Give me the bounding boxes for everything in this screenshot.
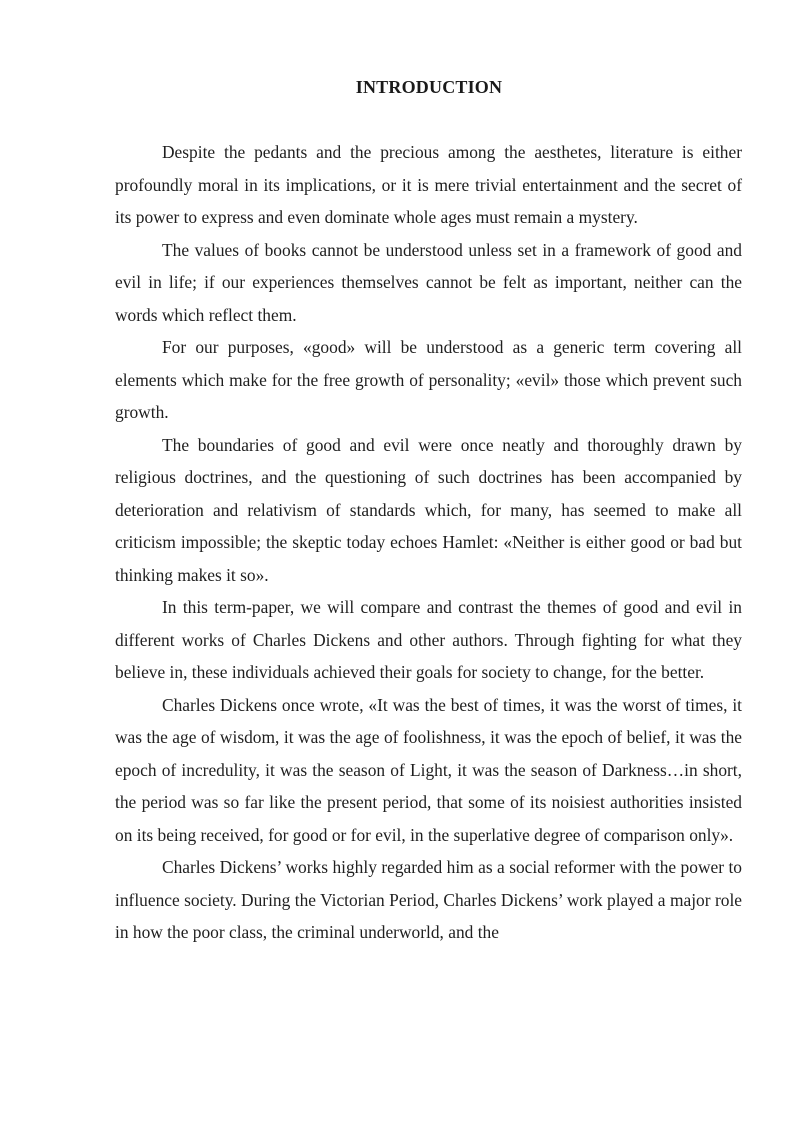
paragraph-7: Charles Dickens’ works highly regarded him as a social reformer with the power to influence society. During the Victorian Period, Charles Dickens’ work played a major role in how the poor class, the criminal underworld, and the — [115, 857, 742, 942]
paragraph-2: The values of books cannot be understood unless set in a framework of good and evil in life; if our experiences themselves cannot be felt as important, neither can the words which reflect them. — [115, 239, 742, 325]
paragraph-5: In this term-paper, we will compare and contrast the themes of good and evil in different works of Charles Dickens and other authors. Through fighting for what they believe in, these individuals achieved their goals for society to change, for the better. — [115, 597, 742, 682]
document-body — [115, 136, 742, 949]
paragraph-3: For our purposes, «good» will be understood as a generic term covering all elements which make for the free growth of personality; «evil» those which prevent such growth. — [115, 337, 742, 422]
paragraph-1: Despite the pedants and the precious among the aesthetes, literature is either profoundly moral in its implications, or it is mere trivial entertainment and the secret of its power to express and even dominate whole ages must remain a mystery. — [115, 142, 742, 227]
paragraph-6: Charles Dickens once wrote, «It was the best of times, it was the worst of times, it was the age of wisdom, it was the age of foolishness, it was the epoch of belief, it was the epoch of incredulity, it was the season of Light, it was the season of Darkness…in short, the period was so far like the present period, that some of its noisiest authorities insisted on its being received, for good or for evil, in the superlative degree of comparison only». — [115, 694, 742, 845]
paragraph-4: The boundaries of good and evil were once neatly and thoroughly drawn by religious doctrines, and the questioning of such doctrines has been accompanied by deterioration and relativism of standards which, for many, has seemed to make all criticism impossible; the skeptic today echoes Hamlet: «Neither is either good or bad but thinking makes it so». — [115, 434, 742, 585]
page-title: INTRODUCTION — [355, 77, 503, 97]
